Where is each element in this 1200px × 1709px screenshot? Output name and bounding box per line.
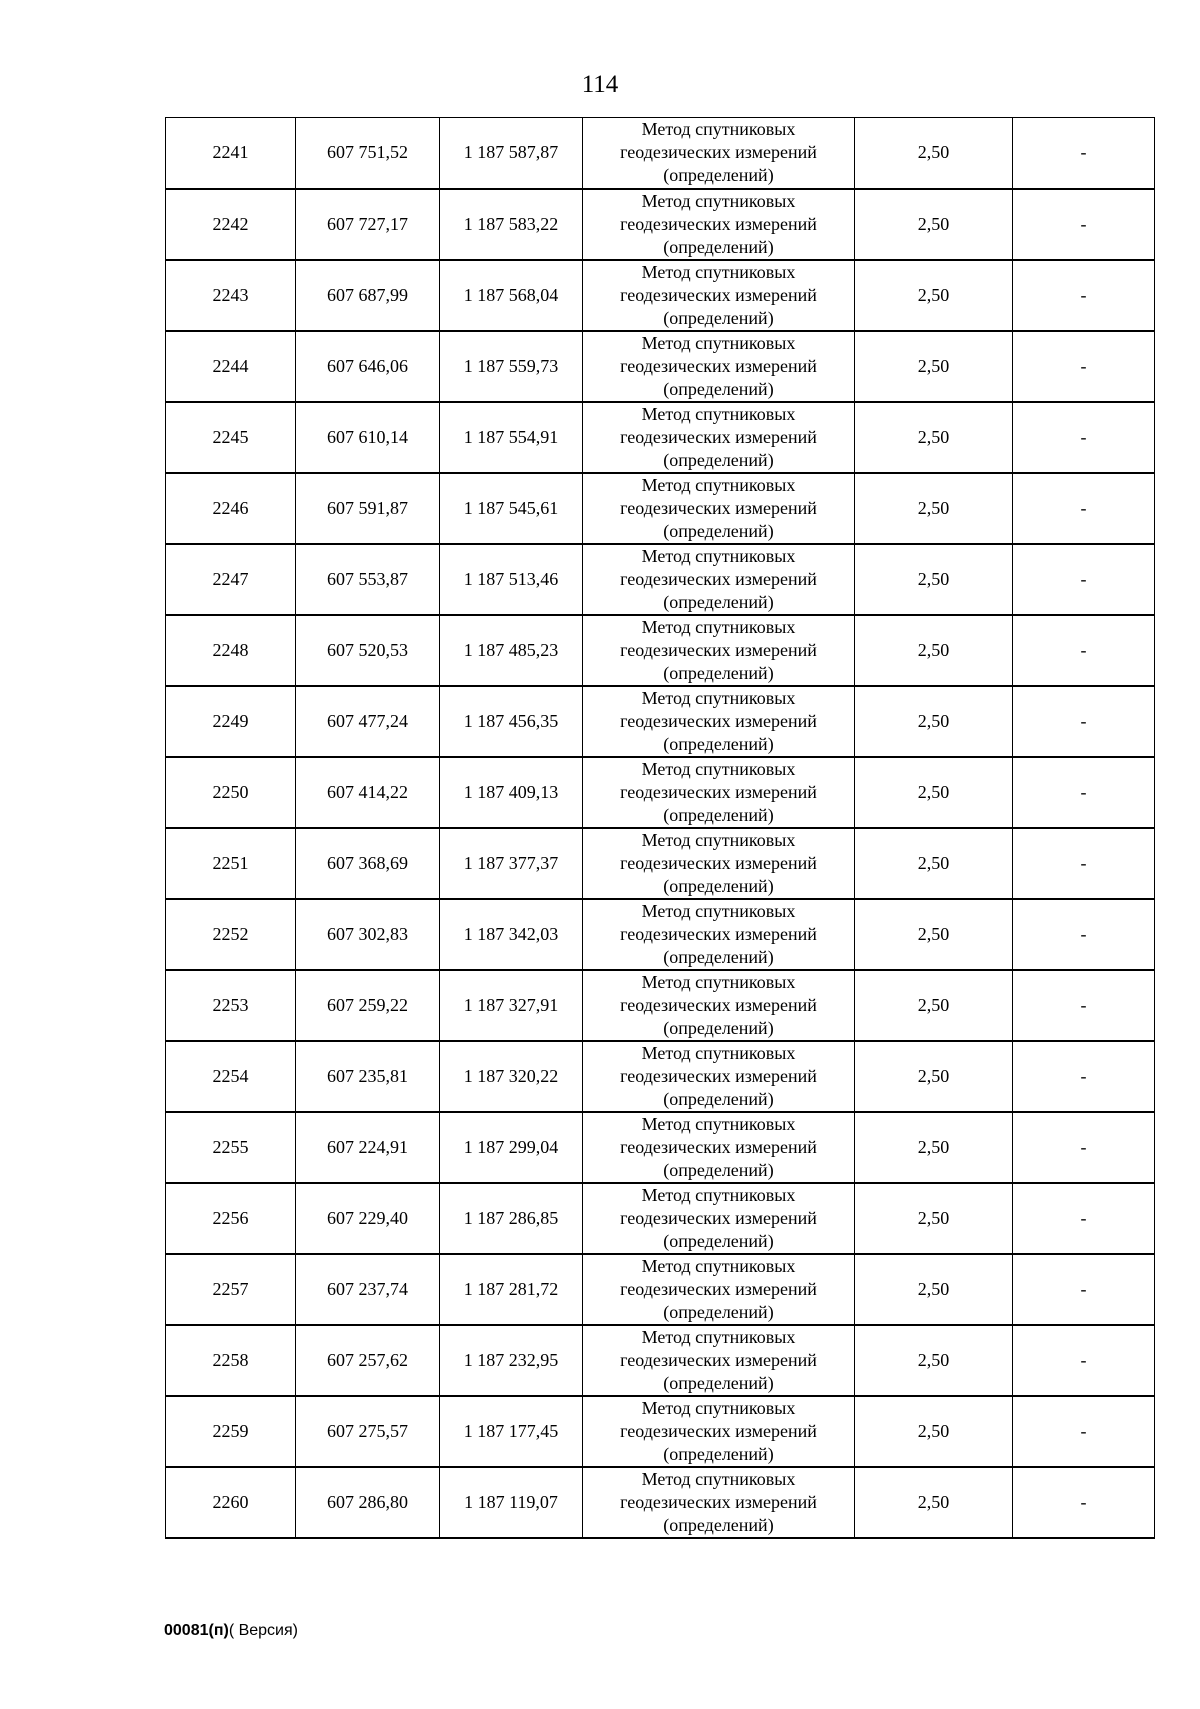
point-number-cell: 2259 — [166, 1396, 296, 1467]
y-coordinate-cell: 1 187 320,22 — [440, 1041, 583, 1112]
y-coordinate-cell: 1 187 485,23 — [440, 615, 583, 686]
method-line: геодезических измерений — [620, 1349, 817, 1370]
point-number-cell: 2254 — [166, 1041, 296, 1112]
point-number-cell: 2257 — [166, 1254, 296, 1325]
method-line: (определений) — [663, 378, 774, 399]
method-line: Метод спутниковых — [641, 1042, 796, 1063]
method-line: геодезических измерений — [620, 1420, 817, 1441]
table-row — [166, 970, 1155, 1041]
point-number-cell: 2260 — [166, 1467, 296, 1538]
method-line: (определений) — [663, 236, 774, 257]
table-row — [166, 1254, 1155, 1325]
y-coordinate-cell: 1 187 513,46 — [440, 544, 583, 615]
point-number-cell: 2258 — [166, 1325, 296, 1396]
method-line: (определений) — [663, 1443, 774, 1464]
description-cell: - — [1013, 189, 1155, 260]
description-cell: - — [1013, 970, 1155, 1041]
description-cell: - — [1013, 828, 1155, 899]
point-number-cell: 2248 — [166, 615, 296, 686]
x-coordinate-cell: 607 687,99 — [296, 260, 440, 331]
method-line: Метод спутниковых — [641, 1255, 796, 1276]
description-cell: - — [1013, 1112, 1155, 1183]
method-cell — [583, 899, 855, 970]
y-coordinate-cell: 1 187 554,91 — [440, 402, 583, 473]
method-line: Метод спутниковых — [641, 971, 796, 992]
method-line: (определений) — [663, 804, 774, 825]
accuracy-cell: 2,50 — [855, 331, 1013, 402]
method-line: геодезических измерений — [620, 781, 817, 802]
table-row — [166, 544, 1155, 615]
description-cell: - — [1013, 402, 1155, 473]
method-line: (определений) — [663, 1159, 774, 1180]
description-cell: - — [1013, 1183, 1155, 1254]
document-footer — [164, 1621, 298, 1641]
accuracy-cell: 2,50 — [855, 260, 1013, 331]
y-coordinate-cell: 1 187 281,72 — [440, 1254, 583, 1325]
method-line: (определений) — [663, 1230, 774, 1251]
table-row — [166, 615, 1155, 686]
method-line: (определений) — [663, 165, 774, 186]
y-coordinate-cell: 1 187 583,22 — [440, 189, 583, 260]
table-row — [166, 1396, 1155, 1467]
method-line: геодезических измерений — [620, 710, 817, 731]
method-line: Метод спутниковых — [641, 900, 796, 921]
method-line: (определений) — [663, 733, 774, 754]
method-line: геодезических измерений — [620, 1136, 817, 1157]
description-cell: - — [1013, 1041, 1155, 1112]
accuracy-cell: 2,50 — [855, 1254, 1013, 1325]
method-line: Метод спутниковых — [641, 1397, 796, 1418]
y-coordinate-cell: 1 187 286,85 — [440, 1183, 583, 1254]
x-coordinate-cell: 607 237,74 — [296, 1254, 440, 1325]
method-line: геодезических измерений — [620, 639, 817, 660]
method-line: Метод спутниковых — [641, 190, 796, 211]
method-cell — [583, 1041, 855, 1112]
accuracy-cell: 2,50 — [855, 757, 1013, 828]
description-cell: - — [1013, 1396, 1155, 1467]
method-line: (определений) — [663, 1514, 774, 1535]
method-cell — [583, 1183, 855, 1254]
method-line: (определений) — [663, 591, 774, 612]
table-row — [166, 686, 1155, 757]
point-number-cell: 2249 — [166, 686, 296, 757]
method-line: (определений) — [663, 449, 774, 470]
y-coordinate-cell: 1 187 342,03 — [440, 899, 583, 970]
method-line: (определений) — [663, 875, 774, 896]
accuracy-cell: 2,50 — [855, 1325, 1013, 1396]
accuracy-cell: 2,50 — [855, 1396, 1013, 1467]
description-cell: - — [1013, 615, 1155, 686]
method-cell — [583, 757, 855, 828]
method-line: геодезических измерений — [620, 994, 817, 1015]
x-coordinate-cell: 607 646,06 — [296, 331, 440, 402]
method-cell — [583, 473, 855, 544]
method-cell — [583, 686, 855, 757]
method-cell — [583, 1396, 855, 1467]
table-row — [166, 331, 1155, 402]
accuracy-cell: 2,50 — [855, 1112, 1013, 1183]
description-cell: - — [1013, 260, 1155, 331]
table-row — [166, 1325, 1155, 1396]
x-coordinate-cell: 607 302,83 — [296, 899, 440, 970]
x-coordinate-cell: 607 727,17 — [296, 189, 440, 260]
method-cell — [583, 970, 855, 1041]
method-line: геодезических измерений — [620, 355, 817, 376]
x-coordinate-cell: 607 610,14 — [296, 402, 440, 473]
point-number-cell: 2243 — [166, 260, 296, 331]
point-number-cell: 2241 — [166, 118, 296, 189]
x-coordinate-cell: 607 591,87 — [296, 473, 440, 544]
y-coordinate-cell: 1 187 119,07 — [440, 1467, 583, 1538]
method-line: геодезических измерений — [620, 213, 817, 234]
method-line: Метод спутниковых — [641, 687, 796, 708]
accuracy-cell: 2,50 — [855, 402, 1013, 473]
method-cell — [583, 402, 855, 473]
point-number-cell: 2255 — [166, 1112, 296, 1183]
table-row — [166, 828, 1155, 899]
method-line: геодезических измерений — [620, 1207, 817, 1228]
x-coordinate-cell: 607 414,22 — [296, 757, 440, 828]
coordinates-table-body — [166, 118, 1155, 1538]
table-row — [166, 1041, 1155, 1112]
method-line: геодезических измерений — [620, 923, 817, 944]
method-line: геодезических измерений — [620, 497, 817, 518]
x-coordinate-cell: 607 259,22 — [296, 970, 440, 1041]
method-line: Метод спутниковых — [641, 332, 796, 353]
method-line: Метод спутниковых — [641, 403, 796, 424]
x-coordinate-cell: 607 275,57 — [296, 1396, 440, 1467]
method-cell — [583, 1325, 855, 1396]
point-number-cell: 2245 — [166, 402, 296, 473]
x-coordinate-cell: 607 286,80 — [296, 1467, 440, 1538]
document-code: 00081(п) — [164, 1622, 229, 1639]
method-line: геодезических измерений — [620, 852, 817, 873]
accuracy-cell: 2,50 — [855, 118, 1013, 189]
method-line: (определений) — [663, 1088, 774, 1109]
y-coordinate-cell: 1 187 232,95 — [440, 1325, 583, 1396]
method-line: Метод спутниковых — [641, 1326, 796, 1347]
y-coordinate-cell: 1 187 456,35 — [440, 686, 583, 757]
method-line: геодезических измерений — [620, 284, 817, 305]
method-line: Метод спутниковых — [641, 1468, 796, 1489]
point-number-cell: 2251 — [166, 828, 296, 899]
table-row — [166, 260, 1155, 331]
y-coordinate-cell: 1 187 377,37 — [440, 828, 583, 899]
method-line: геодезических измерений — [620, 1065, 817, 1086]
x-coordinate-cell: 607 368,69 — [296, 828, 440, 899]
method-line: Метод спутниковых — [641, 474, 796, 495]
method-cell — [583, 1112, 855, 1183]
description-cell: - — [1013, 118, 1155, 189]
point-number-cell: 2247 — [166, 544, 296, 615]
x-coordinate-cell: 607 477,24 — [296, 686, 440, 757]
description-cell: - — [1013, 331, 1155, 402]
table-row — [166, 402, 1155, 473]
accuracy-cell: 2,50 — [855, 615, 1013, 686]
x-coordinate-cell: 607 257,62 — [296, 1325, 440, 1396]
accuracy-cell: 2,50 — [855, 189, 1013, 260]
method-cell — [583, 1254, 855, 1325]
y-coordinate-cell: 1 187 177,45 — [440, 1396, 583, 1467]
method-line: Метод спутниковых — [641, 261, 796, 282]
method-cell — [583, 331, 855, 402]
description-cell: - — [1013, 473, 1155, 544]
y-coordinate-cell: 1 187 559,73 — [440, 331, 583, 402]
point-number-cell: 2253 — [166, 970, 296, 1041]
accuracy-cell: 2,50 — [855, 1041, 1013, 1112]
table-row — [166, 1112, 1155, 1183]
x-coordinate-cell: 607 520,53 — [296, 615, 440, 686]
point-number-cell: 2256 — [166, 1183, 296, 1254]
method-cell — [583, 828, 855, 899]
point-number-cell: 2244 — [166, 331, 296, 402]
method-cell — [583, 1467, 855, 1538]
point-number-cell: 2252 — [166, 899, 296, 970]
description-cell: - — [1013, 1325, 1155, 1396]
y-coordinate-cell: 1 187 299,04 — [440, 1112, 583, 1183]
coordinates-table — [165, 117, 1155, 1539]
y-coordinate-cell: 1 187 409,13 — [440, 757, 583, 828]
method-cell — [583, 189, 855, 260]
method-cell — [583, 544, 855, 615]
description-cell: - — [1013, 686, 1155, 757]
method-line: (определений) — [663, 946, 774, 967]
method-line: геодезических измерений — [620, 1491, 817, 1512]
method-line: (определений) — [663, 1301, 774, 1322]
description-cell: - — [1013, 757, 1155, 828]
y-coordinate-cell: 1 187 327,91 — [440, 970, 583, 1041]
page-number: 114 — [581, 71, 619, 98]
method-line: геодезических измерений — [620, 426, 817, 447]
y-coordinate-cell: 1 187 587,87 — [440, 118, 583, 189]
method-line: Метод спутниковых — [641, 616, 796, 637]
method-line: Метод спутниковых — [641, 1184, 796, 1205]
method-line: Метод спутниковых — [641, 1113, 796, 1134]
table-row — [166, 473, 1155, 544]
method-line: (определений) — [663, 662, 774, 683]
method-line: Метод спутниковых — [641, 758, 796, 779]
method-line: (определений) — [663, 1017, 774, 1038]
method-line: (определений) — [663, 1372, 774, 1393]
document-version: ( Версия) — [228, 1622, 298, 1639]
method-line: геодезических измерений — [620, 568, 817, 589]
accuracy-cell: 2,50 — [855, 970, 1013, 1041]
point-number-cell: 2242 — [166, 189, 296, 260]
accuracy-cell: 2,50 — [855, 686, 1013, 757]
y-coordinate-cell: 1 187 545,61 — [440, 473, 583, 544]
method-cell — [583, 615, 855, 686]
x-coordinate-cell: 607 751,52 — [296, 118, 440, 189]
method-line: (определений) — [663, 307, 774, 328]
x-coordinate-cell: 607 553,87 — [296, 544, 440, 615]
accuracy-cell: 2,50 — [855, 473, 1013, 544]
table-row — [166, 189, 1155, 260]
coordinates-table-wrapper — [165, 117, 1154, 1539]
table-row — [166, 118, 1155, 189]
point-number-cell: 2250 — [166, 757, 296, 828]
table-row — [166, 1183, 1155, 1254]
x-coordinate-cell: 607 229,40 — [296, 1183, 440, 1254]
accuracy-cell: 2,50 — [855, 1467, 1013, 1538]
description-cell: - — [1013, 1467, 1155, 1538]
table-row — [166, 1467, 1155, 1538]
table-row — [166, 899, 1155, 970]
point-number-cell: 2246 — [166, 473, 296, 544]
table-row — [166, 757, 1155, 828]
description-cell: - — [1013, 1254, 1155, 1325]
accuracy-cell: 2,50 — [855, 828, 1013, 899]
x-coordinate-cell: 607 235,81 — [296, 1041, 440, 1112]
description-cell: - — [1013, 899, 1155, 970]
method-line: Метод спутниковых — [641, 545, 796, 566]
method-line: геодезических измерений — [620, 1278, 817, 1299]
method-line: Метод спутниковых — [641, 829, 796, 850]
method-cell — [583, 118, 855, 189]
method-line: Метод спутниковых — [641, 119, 796, 140]
accuracy-cell: 2,50 — [855, 899, 1013, 970]
method-line: (определений) — [663, 520, 774, 541]
method-line: геодезических измерений — [620, 142, 817, 163]
x-coordinate-cell: 607 224,91 — [296, 1112, 440, 1183]
accuracy-cell: 2,50 — [855, 544, 1013, 615]
accuracy-cell: 2,50 — [855, 1183, 1013, 1254]
method-cell — [583, 260, 855, 331]
y-coordinate-cell: 1 187 568,04 — [440, 260, 583, 331]
description-cell: - — [1013, 544, 1155, 615]
